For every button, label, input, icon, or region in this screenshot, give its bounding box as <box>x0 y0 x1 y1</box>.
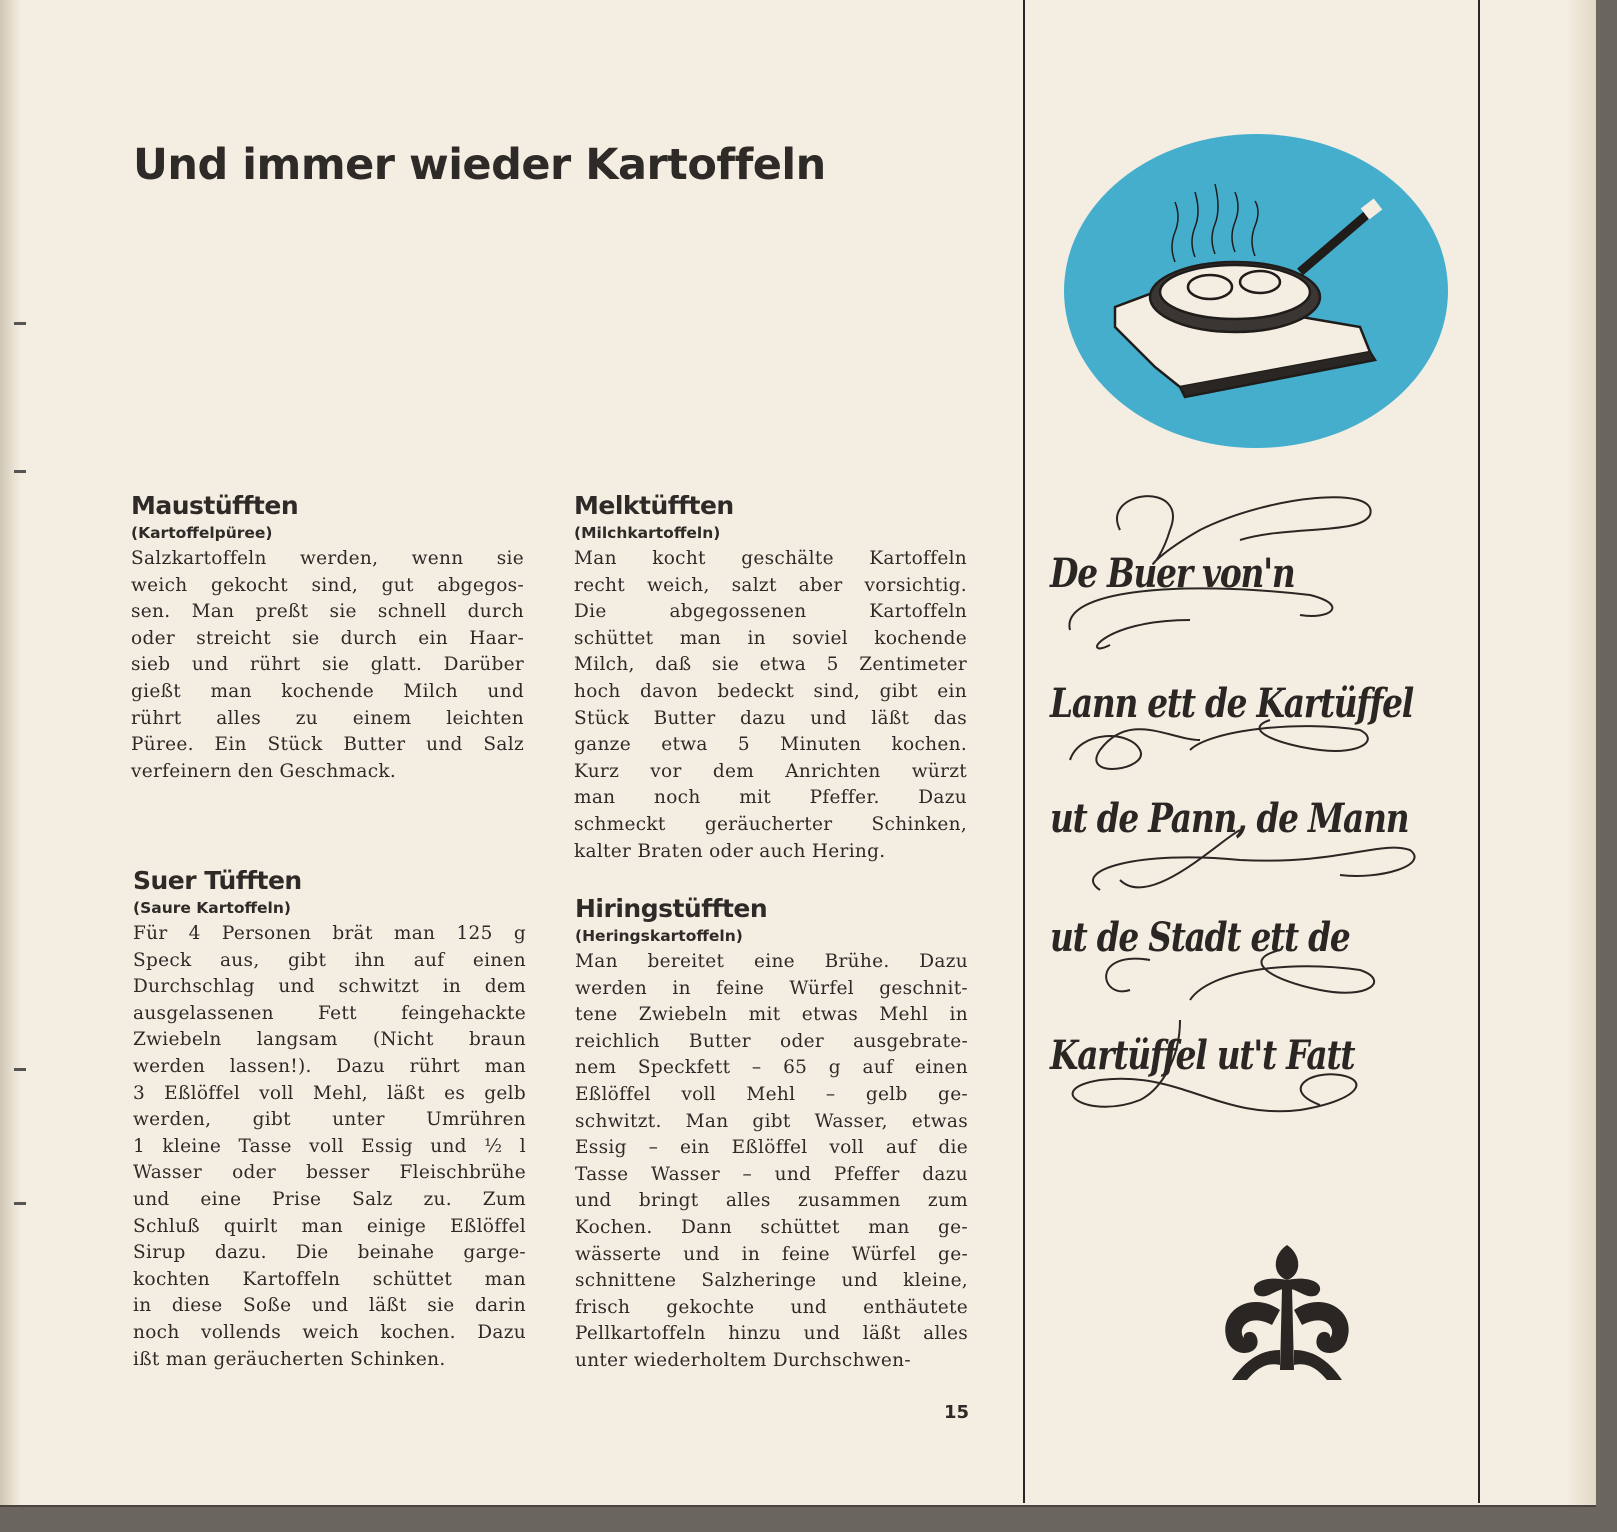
page-edge <box>1566 0 1596 1505</box>
recipe-text-line: weich gekocht sind, gut abgegos- <box>131 574 524 596</box>
recipe-text-line: und eine Prise Salz zu. Zum <box>133 1188 526 1210</box>
recipe-text-line: Kurz vor dem Anrichten würzt <box>574 760 967 782</box>
recipe-text-line: recht weich, salzt aber vorsichtig. <box>574 574 967 596</box>
recipe-text-line: wässerte und in feine Würfel ge- <box>575 1243 968 1265</box>
recipe-title: Melktüfften <box>574 491 734 520</box>
recipe-subtitle: (Saure Kartoffeln) <box>133 899 291 917</box>
recipe-text-line: unter wiederholtem Durchschwen- <box>575 1349 911 1371</box>
recipe-text-line: werden lassen!). Dazu rührt man <box>133 1055 526 1077</box>
verse-line: De Buer von'n <box>1050 550 1295 597</box>
recipe-hiringstuefften <box>575 893 968 1375</box>
recipe-text-line: sieb und rührt sie glatt. Darüber <box>131 654 524 676</box>
recipe-title: Hiringstüfften <box>575 894 768 923</box>
recipe-text-line: schnittene Salzheringe und kleine, <box>575 1270 968 1292</box>
recipe-text-line: Wasser oder besser Fleischbrühe <box>133 1162 526 1184</box>
recipe-text-line: Zwiebeln langsam (Nicht braun <box>133 1029 526 1051</box>
recipe-text-line: Tasse Wasser – und Pfeffer dazu <box>575 1163 968 1185</box>
recipe-text-line: noch vollends weich kochen. Dazu <box>133 1321 526 1343</box>
recipe-subtitle: (Milchkartoffeln) <box>574 524 721 542</box>
recipe-text-line: Schluß quirlt man einige Eßlöffel <box>133 1215 526 1237</box>
recipe-text-line: tene Zwiebeln mit etwas Mehl in <box>575 1004 968 1026</box>
recipe-text-line: schwitzt. Man gibt Wasser, etwas <box>575 1110 968 1132</box>
binding-edge <box>0 0 22 1505</box>
recipe-text-line: man noch mit Pfeffer. Dazu <box>574 787 967 809</box>
staple <box>14 470 26 473</box>
recipe-text-line: ganze etwa 5 Minuten kochen. <box>574 734 967 756</box>
verse-line: Lann ett de Kartüffel <box>1050 680 1414 727</box>
recipe-text-line: in diese Soße und läßt sie darin <box>133 1295 526 1317</box>
recipe-text-line: verfeinern den Geschmack. <box>131 760 397 782</box>
recipe-title: Suer Tüfften <box>133 866 302 895</box>
staple <box>14 1202 26 1205</box>
recipe-text-line: Pellkartoffeln hinzu und läßt alles <box>575 1323 968 1345</box>
recipe-text-line: rührt alles zu einem leichten <box>131 707 524 729</box>
page-number: 15 <box>944 1402 970 1423</box>
recipe-text-line: werden in feine Würfel geschnit- <box>575 977 968 999</box>
column-divider <box>1478 0 1480 1503</box>
recipe-text-line: Eßlöffel voll Mehl – gelb ge- <box>575 1083 968 1105</box>
recipe-text-line: kochten Kartoffeln schüttet man <box>133 1268 526 1290</box>
recipe-text-line: Sirup dazu. Die beinahe garge- <box>133 1242 526 1264</box>
recipe-text-line: schüttet man in soviel kochende <box>574 627 967 649</box>
verse-line: ut de Stadt ett de <box>1050 914 1350 961</box>
recipe-text-line: Milch, daß sie etwa 5 Zentimeter <box>574 654 967 676</box>
recipe-title: Maustüfften <box>131 491 299 520</box>
recipe-text-line: reichlich Butter oder ausgebrate- <box>575 1030 968 1052</box>
recipe-text-line: hoch davon bedeckt sind, gibt ein <box>574 680 967 702</box>
recipe-text-line: sen. Man preßt sie schnell durch <box>131 601 524 623</box>
recipe-text-line: Durchschlag und schwitzt in dem <box>133 976 526 998</box>
recipe-melktuefften <box>574 490 967 865</box>
recipe-text-line: Speck aus, gibt ihn auf einen <box>133 949 526 971</box>
recipe-maustuefften <box>131 490 524 785</box>
recipe-text-line: kalter Braten oder auch Hering. <box>574 840 886 862</box>
recipe-text-line: Man kocht geschälte Kartoffeln <box>574 548 967 569</box>
recipe-text-line: Kochen. Dann schüttet man ge- <box>575 1216 968 1238</box>
recipe-text-line: ißt man geräucherten Schinken. <box>133 1348 446 1370</box>
recipe-text-line: Püree. Ein Stück Butter und Salz <box>131 734 524 756</box>
recipe-text-line: Die abgegossenen Kartoffeln <box>574 601 967 623</box>
frying-pan-illustration <box>1060 132 1452 450</box>
recipe-text-line: Man bereitet eine Brühe. Dazu <box>575 951 968 972</box>
recipe-text-line: 1 kleine Tasse voll Essig und ½ l <box>133 1135 526 1157</box>
recipe-text-line: werden, gibt unter Umrühren <box>133 1109 526 1131</box>
recipe-subtitle: (Heringskartoffeln) <box>575 927 743 945</box>
recipe-subtitle: (Kartoffelpüree) <box>131 524 273 542</box>
recipe-text-line: Essig – ein Eßlöffel voll auf die <box>575 1137 968 1159</box>
ornament-icon <box>1212 1240 1362 1390</box>
staple <box>14 322 26 325</box>
recipe-text-line: Salzkartoffeln werden, wenn sie <box>131 548 524 569</box>
recipe-text-line: oder streicht sie durch ein Haar- <box>131 627 524 649</box>
staple <box>14 1068 26 1071</box>
recipe-text-line: ausgelassenen Fett feingehackte <box>133 1002 526 1024</box>
recipe-text-line: frisch gekochte und enthäutete <box>575 1296 968 1318</box>
recipe-text-line: und bringt alles zusammen zum <box>575 1190 968 1212</box>
recipe-text-line: nem Speckfett – 65 g auf einen <box>575 1057 968 1079</box>
verse-line: ut de Pann, de Mann <box>1050 795 1409 842</box>
column-divider <box>1023 0 1025 1503</box>
verse-line: Kartüffel ut't Fatt <box>1050 1032 1355 1079</box>
recipe-suer-tuefften <box>133 865 526 1373</box>
recipe-text-line: 3 Eßlöffel voll Mehl, läßt es gelb <box>133 1082 526 1104</box>
recipe-text-line: schmeckt geräucherter Schinken, <box>574 813 967 835</box>
recipe-text-line: Stück Butter dazu und läßt das <box>574 707 967 729</box>
recipe-text-line: gießt man kochende Milch und <box>131 680 524 702</box>
recipe-text-line: Für 4 Personen brät man 125 g <box>133 923 526 944</box>
page-title: Und immer wieder Kartoffeln <box>133 140 826 190</box>
